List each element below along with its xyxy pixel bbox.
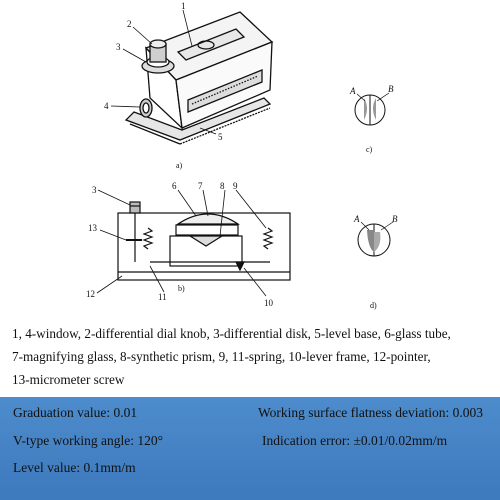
caption-a: a) xyxy=(176,161,183,170)
figure-b-section-drawing xyxy=(97,190,290,296)
callout-10: 10 xyxy=(264,298,273,308)
callout-3b: 3 xyxy=(92,185,97,195)
callout-12: 12 xyxy=(86,289,95,299)
callout-8: 8 xyxy=(220,181,225,191)
spec-indication-error: Indication error: ±0.01/0.02mm/m xyxy=(262,433,448,448)
callout-5: 5 xyxy=(218,132,223,142)
parts-legend xyxy=(12,322,492,391)
callout-7: 7 xyxy=(198,181,203,191)
caption-d: d) xyxy=(370,301,377,310)
spec-v-type-angle: V-type working angle: 120° xyxy=(13,433,164,448)
figure-d-bubble-view xyxy=(358,222,393,256)
callout-3: 3 xyxy=(116,42,121,52)
specs-panel xyxy=(0,397,500,500)
marker-b-d: B xyxy=(392,214,398,224)
caption-b: b) xyxy=(178,284,185,293)
legend-line: 1, 4-window, 2-differential dial knob, 3-differential disk, 5-level base, 6-glass tube, xyxy=(12,326,451,341)
legend-line: 13-micrometer screw xyxy=(12,372,125,387)
spec-graduation-value: Graduation value: 0.01 xyxy=(13,405,138,420)
figure-c-bubble-view xyxy=(355,93,389,125)
figure-a-level-drawing xyxy=(111,10,272,144)
callout-1: 1 xyxy=(181,1,186,11)
legend-line: 7-magnifying glass, 8-synthetic prism, 9, 11-spring, 10-lever frame, 12-pointer, xyxy=(12,349,431,364)
callout-2: 2 xyxy=(127,19,132,29)
marker-b-c: B xyxy=(388,84,394,94)
callout-13: 13 xyxy=(88,223,97,233)
marker-a-c: A xyxy=(350,86,356,96)
spec-flatness-deviation: Working surface flatness deviation: 0.003 xyxy=(258,405,483,420)
callout-4: 4 xyxy=(104,101,109,111)
callout-6: 6 xyxy=(172,181,177,191)
callout-9: 9 xyxy=(233,181,238,191)
callout-11: 11 xyxy=(158,292,167,302)
marker-a-d: A xyxy=(354,214,360,224)
spec-level-value: Level value: 0.1mm/m xyxy=(13,460,136,475)
caption-c: c) xyxy=(366,145,373,154)
